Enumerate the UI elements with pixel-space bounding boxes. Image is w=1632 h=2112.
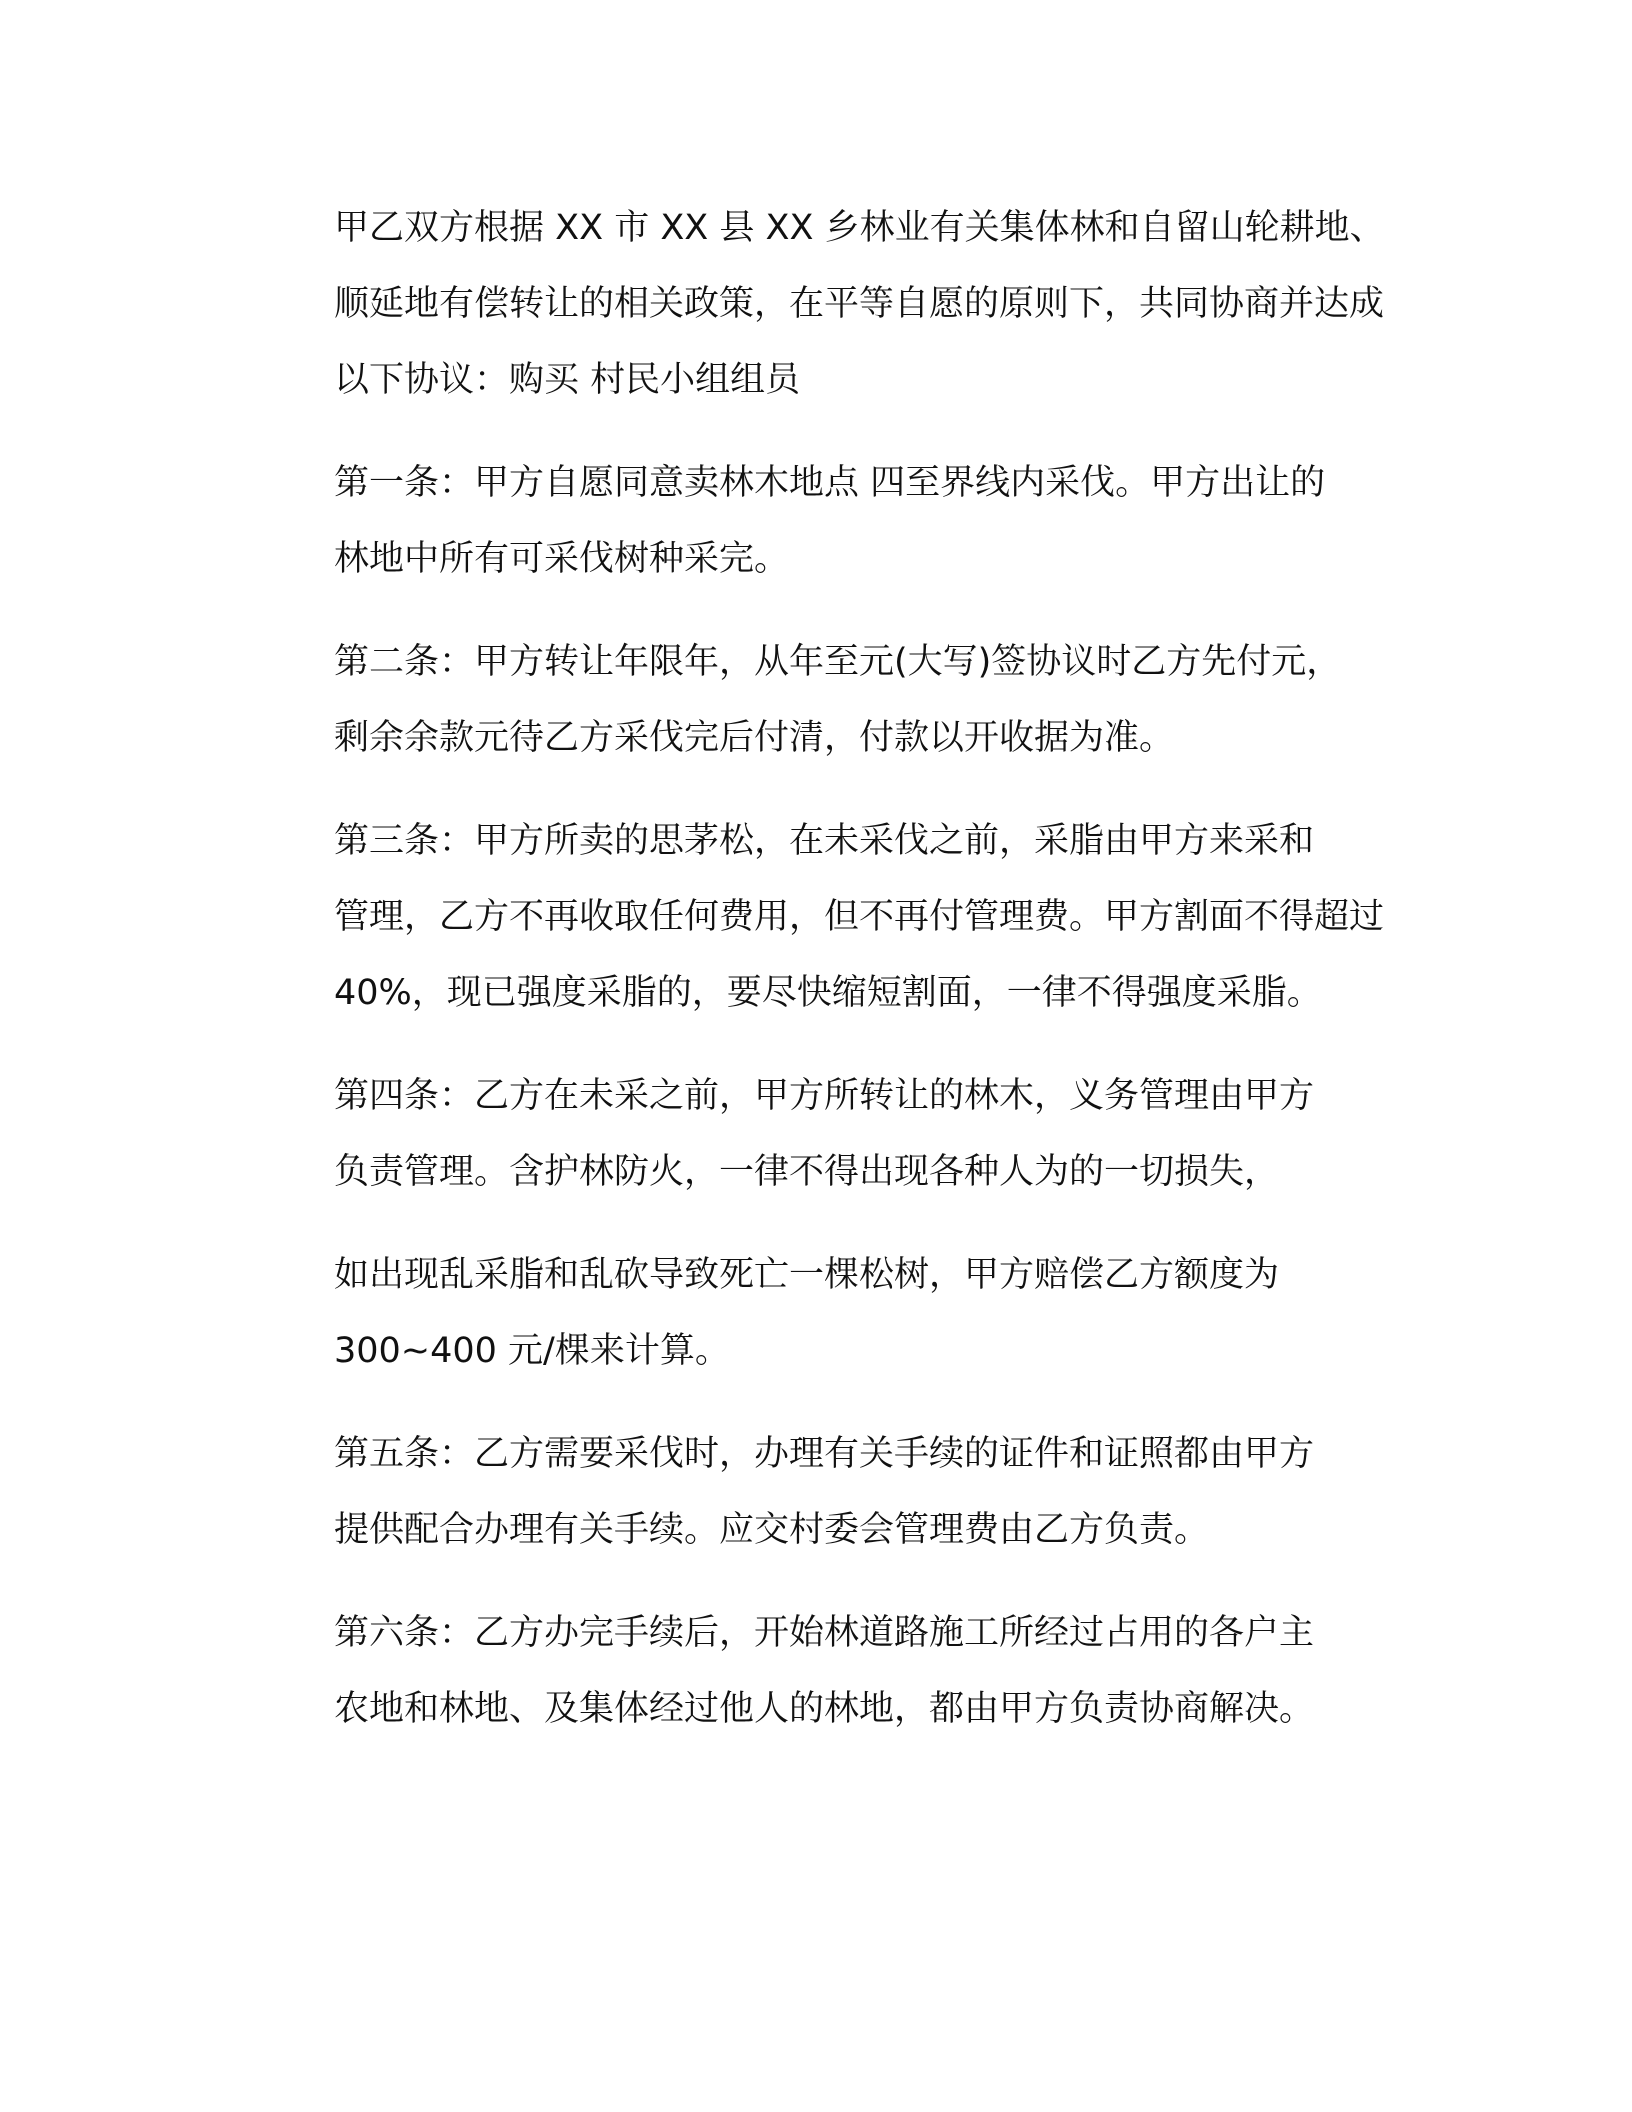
text-line: 第五条：乙方需要采伐时，办理有关手续的证件和证照都由甲方: [334, 1434, 1315, 1474]
text-line: 第一条：甲方自愿同意卖林木地点 四至界线内采伐。甲方出让的: [334, 463, 1326, 503]
text-line: 负责管理。含护林防火，一律不得出现各种人为的一切损失，: [334, 1152, 1280, 1192]
paragraph-article-5: [238, 1416, 1393, 1568]
text-line: 第二条：甲方转让年限年，从年至元(大写)签协议时乙方先付元，: [334, 642, 1342, 682]
text-line: 第三条：甲方所卖的思茅松，在未采伐之前，采脂由甲方来采和: [334, 821, 1315, 861]
document-body: [238, 190, 1393, 1774]
text-line: 第六条：乙方办完手续后，开始林道路施工所经过占用的各户主: [334, 1613, 1315, 1653]
paragraph-article-2: [238, 624, 1393, 776]
text-line: 提供配合办理有关手续。应交村委会管理费由乙方负责。: [334, 1510, 1210, 1550]
paragraph-compensation: [238, 1237, 1393, 1389]
text-line: 40%，现已强度采脂的，要尽快缩短割面，一律不得强度采脂。: [334, 973, 1322, 1013]
text-line: 剩余余款元待乙方采伐完后付清，付款以开收据为准。: [334, 718, 1175, 758]
text-line: 如出现乱采脂和乱砍导致死亡一棵松树，甲方赔偿乙方额度为: [334, 1255, 1280, 1295]
text-line: 林地中所有可采伐树种采完。: [334, 539, 790, 579]
text-line: 300~400 元/棵来计算。: [334, 1331, 730, 1371]
paragraph-intro: [238, 190, 1393, 418]
text-line: 甲乙双方根据 XX 市 XX 县 XX 乡林业有关集体林和自留山轮耕地、: [334, 208, 1385, 248]
text-line: 以下协议：购买 村民小组组员: [334, 360, 801, 400]
paragraph-article-1: [238, 445, 1393, 597]
text-line: 第四条：乙方在未采之前，甲方所转让的林木，义务管理由甲方: [334, 1076, 1315, 1116]
paragraph-article-4: [238, 1058, 1393, 1210]
text-line: 管理，乙方不再收取任何费用，但不再付管理费。甲方割面不得超过: [334, 897, 1385, 937]
text-line: 农地和林地、及集体经过他人的林地，都由甲方负责协商解决。: [334, 1689, 1315, 1729]
paragraph-article-3: [238, 803, 1393, 1031]
text-line: 顺延地有偿转让的相关政策，在平等自愿的原则下，共同协商并达成: [334, 284, 1385, 324]
paragraph-article-6: [238, 1595, 1393, 1747]
